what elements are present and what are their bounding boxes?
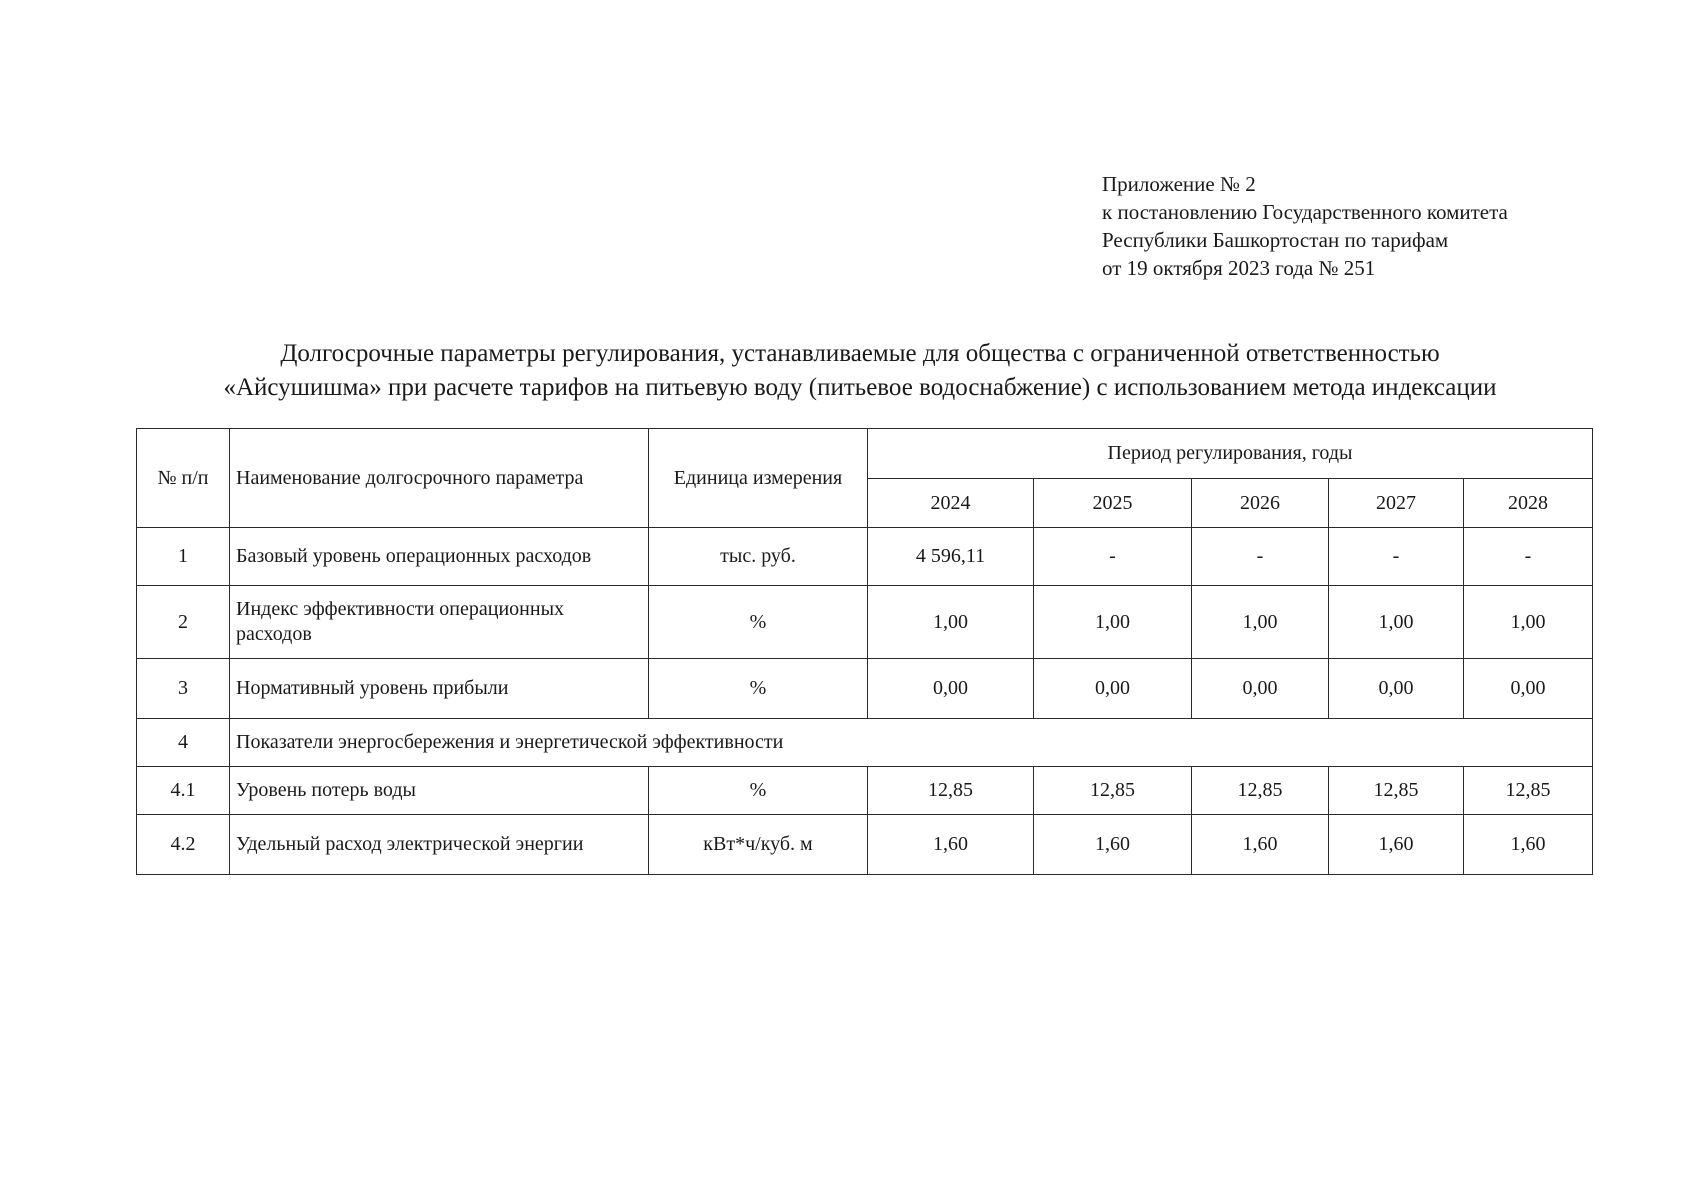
row-num: 2 [137,586,230,659]
title-line-2: «Айсушишма» при расчете тарифов на питьевую воду (питьевое водоснабжение) с использованием метода индексации [223,374,1497,401]
row-value: 12,85 [1329,767,1464,815]
header-name: Наименование долгосрочного параметра [230,429,649,528]
table-row [137,815,1593,875]
row-value: 1,60 [1034,815,1192,875]
header-year: 2028 [1464,479,1593,528]
row-value: 1,60 [1329,815,1464,875]
row-value: 1,60 [1464,815,1593,875]
row-value: 1,00 [1464,586,1593,659]
header-year: 2024 [868,479,1034,528]
section-title: Показатели энергосбережения и энергетической эффективности [230,719,1593,767]
section-row [137,719,1593,767]
row-value: 1,00 [1034,586,1192,659]
row-value: - [1192,528,1329,586]
row-value: 1,60 [868,815,1034,875]
row-num: 3 [137,659,230,719]
header-num: № п/п [137,429,230,528]
row-value: 4 596,11 [868,528,1034,586]
row-value: 12,85 [1464,767,1593,815]
row-value: 12,85 [1192,767,1329,815]
row-name: Базовый уровень операционных расходов [230,528,649,586]
table-row [137,586,1593,659]
row-value: 1,00 [1192,586,1329,659]
row-value: - [1464,528,1593,586]
document-title [120,337,1600,405]
row-name: Удельный расход электрической энергии [230,815,649,875]
appendix-resolution-line: к постановлению Государственного комитета [1102,200,1508,224]
header-year: 2026 [1192,479,1329,528]
row-unit: % [649,659,868,719]
appendix-number: Приложение № 2 [1102,172,1256,196]
row-value: - [1034,528,1192,586]
row-unit: % [649,586,868,659]
row-value: 0,00 [1329,659,1464,719]
row-value: - [1329,528,1464,586]
row-value: 0,00 [868,659,1034,719]
parameters-table [136,428,1593,875]
row-value: 0,00 [1192,659,1329,719]
row-value: 1,60 [1192,815,1329,875]
row-name: Индекс эффективности операционных расходов [230,586,649,659]
row-num: 4 [137,719,230,767]
appendix-date-line: от 19 октября 2023 года № 251 [1102,256,1376,280]
row-unit: тыс. руб. [649,528,868,586]
row-value: 0,00 [1464,659,1593,719]
table-row [137,659,1593,719]
row-num: 4.1 [137,767,230,815]
header-year: 2025 [1034,479,1192,528]
appendix-committee-line: Республики Башкортостан по тарифам [1102,228,1449,252]
row-unit: % [649,767,868,815]
table-row [137,767,1593,815]
row-value: 12,85 [1034,767,1192,815]
row-num: 1 [137,528,230,586]
row-value: 12,85 [868,767,1034,815]
row-num: 4.2 [137,815,230,875]
row-value: 1,00 [1329,586,1464,659]
row-value: 0,00 [1034,659,1192,719]
header-row [137,429,1593,479]
appendix-block [1102,170,1508,282]
row-value: 1,00 [868,586,1034,659]
row-name: Уровень потерь воды [230,767,649,815]
title-line-1: Долгосрочные параметры регулирования, устанавливаемые для общества с ограниченной ответственностью [280,340,1440,367]
header-period: Период регулирования, годы [868,429,1593,479]
header-year: 2027 [1329,479,1464,528]
row-name: Нормативный уровень прибыли [230,659,649,719]
table-row [137,528,1593,586]
header-unit: Единица измерения [649,429,868,528]
row-unit: кВт*ч/куб. м [649,815,868,875]
